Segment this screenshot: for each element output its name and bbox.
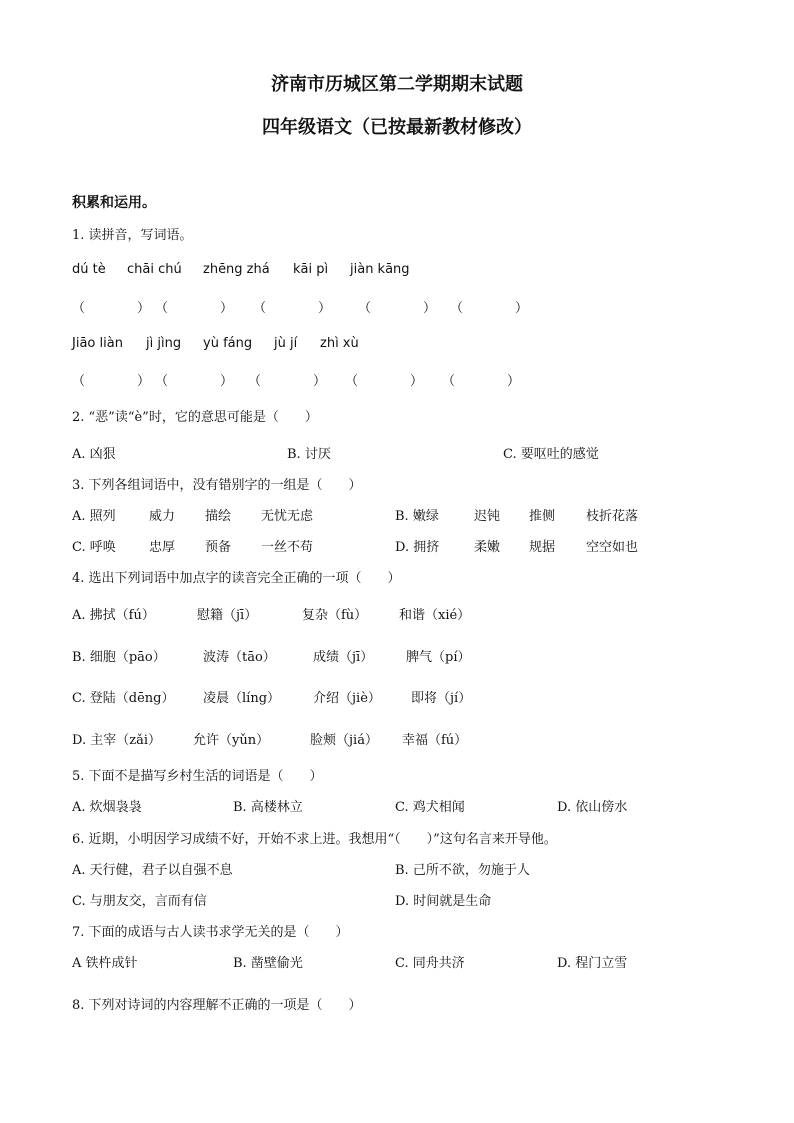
option-d-word: 规据: [529, 540, 556, 555]
pinyin-1-1: dú tè: [72, 262, 106, 277]
option-d[interactable]: D. 依山傍水: [557, 800, 628, 815]
pinyin-1-2: chāi chú: [127, 262, 182, 277]
option-b[interactable]: B. 讨厌: [287, 447, 331, 462]
question-1: 1. 读拼音，写词语。: [72, 228, 193, 243]
option-a-word: 无忧无虑: [261, 509, 314, 524]
pinyin-2-1: Jiāo liàn: [72, 336, 123, 351]
option-c[interactable]: C. 要呕吐的感觉: [503, 447, 599, 462]
answer-blank[interactable]: （ ）: [155, 374, 234, 389]
page-title: 济南市历城区第二学期期末试题: [271, 74, 523, 95]
option-b[interactable]: B. 嫩绿: [395, 509, 439, 524]
option-d[interactable]: D. 程门立雪: [557, 956, 628, 971]
answer-blank[interactable]: （ ）: [450, 301, 529, 316]
pinyin-1-4: kāi pì: [293, 262, 329, 277]
answer-blank[interactable]: （ ）: [72, 301, 151, 316]
option-d[interactable]: D. 时间就是生命: [395, 894, 492, 909]
option-b-word: 迟钝: [474, 509, 501, 524]
option-c[interactable]: C. 登陆（dēng）: [72, 691, 175, 706]
question-4: 4. 选出下列词语中加点字的读音完全正确的一项（ ）: [72, 571, 401, 586]
section-heading: 积累和运用。: [72, 195, 156, 211]
answer-blank[interactable]: （ ）: [358, 301, 437, 316]
option-d-word: 允许（yǔn）: [193, 733, 270, 748]
pinyin-2-2: jì jìng: [146, 336, 182, 351]
question-6: 6. 近期，小明因学习成绩不好，开始不求上进。我想用“（ ）”这句名言来开导他。: [72, 832, 557, 847]
option-c-word: 一丝不苟: [261, 540, 314, 555]
option-a[interactable]: A. 炊烟袅袅: [72, 800, 142, 815]
option-c[interactable]: C. 呼唤: [72, 540, 116, 555]
option-c-word: 忠厚: [149, 540, 176, 555]
option-b-word: 脾气（pí）: [406, 650, 471, 665]
answer-blank[interactable]: （ ）: [72, 374, 151, 389]
option-a-word: 慰籍（jī）: [197, 608, 258, 623]
option-a[interactable]: A. 照列: [72, 509, 116, 524]
option-a[interactable]: A 铁杵成针: [72, 956, 138, 971]
question-8: 8. 下列对诗词的内容理解不正确的一项是（ ）: [72, 998, 362, 1013]
option-a-word: 和谐（xié）: [399, 608, 471, 623]
option-b[interactable]: B. 高楼林立: [233, 800, 303, 815]
option-a-word: 描绘: [205, 509, 232, 524]
page-subtitle: 四年级语文（已按最新教材修改）: [262, 117, 532, 138]
option-c-word: 即将（jí）: [411, 691, 472, 706]
option-a[interactable]: A. 天行健，君子以自强不息: [72, 863, 233, 878]
option-c-word: 预备: [205, 540, 232, 555]
answer-blank[interactable]: （ ）: [248, 374, 327, 389]
option-a-word: 威力: [149, 509, 176, 524]
pinyin-2-5: zhì xù: [320, 336, 359, 351]
option-b[interactable]: B. 细胞（pāo）: [72, 650, 166, 665]
option-b[interactable]: B. 凿壁偷光: [233, 956, 303, 971]
option-d[interactable]: D. 主宰（zǎi）: [72, 733, 161, 748]
option-b[interactable]: B. 己所不欲，勿施于人: [395, 863, 530, 878]
option-b-word: 推侧: [529, 509, 556, 524]
pinyin-1-5: jiàn kāng: [350, 262, 410, 277]
pinyin-2-3: yù fáng: [203, 336, 253, 351]
option-c[interactable]: C. 同舟共济: [395, 956, 465, 971]
option-c-word: 介绍（jiè）: [313, 691, 381, 706]
option-a[interactable]: A. 拂拭（fú）: [72, 608, 155, 623]
pinyin-2-4: jù jí: [274, 336, 298, 351]
option-d-word: 空空如也: [586, 540, 639, 555]
option-a-word: 复杂（fù）: [302, 608, 368, 623]
pinyin-1-3: zhēng zhá: [203, 262, 270, 277]
option-d-word: 脸颊（jiá）: [310, 733, 378, 748]
option-d-word: 幸福（fú）: [402, 733, 468, 748]
option-b-word: 成绩（jī）: [313, 650, 374, 665]
answer-blank[interactable]: （ ）: [253, 301, 332, 316]
option-c-word: 凌晨（líng）: [203, 691, 281, 706]
option-c[interactable]: C. 鸡犬相闻: [395, 800, 465, 815]
question-7: 7. 下面的成语与古人读书求学无关的是（ ）: [72, 925, 349, 940]
option-d[interactable]: D. 拥挤: [395, 540, 440, 555]
answer-blank[interactable]: （ ）: [345, 374, 424, 389]
option-c[interactable]: C. 与朋友交，言而有信: [72, 894, 207, 909]
option-b-word: 波涛（tāo）: [203, 650, 276, 665]
answer-blank[interactable]: （ ）: [442, 374, 521, 389]
question-2: 2. “恶”读“è”时，它的意思可能是（ ）: [72, 410, 318, 425]
question-3: 3. 下列各组词语中，没有错别字的一组是（ ）: [72, 478, 362, 493]
option-d-word: 柔嫩: [474, 540, 501, 555]
question-5: 5. 下面不是描写乡村生活的词语是（ ）: [72, 769, 323, 784]
answer-blank[interactable]: （ ）: [155, 301, 234, 316]
option-a[interactable]: A. 凶狠: [72, 447, 116, 462]
option-b-word: 枝折花落: [586, 509, 639, 524]
